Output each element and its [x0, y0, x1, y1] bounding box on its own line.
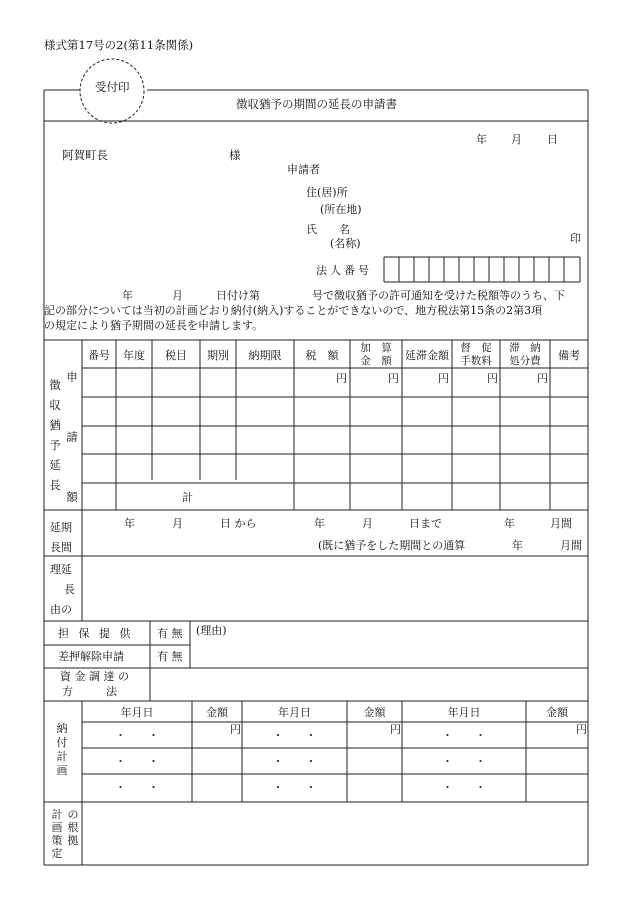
seal-mark: 印 — [570, 232, 581, 245]
body-line3: の規定により猶予期間の延長を申請します。 — [44, 319, 264, 332]
payment-amount-header-2: 金額 — [363, 706, 386, 719]
header-additional-amount: 加 算 金 額 — [360, 342, 392, 367]
body-line2: 記の部分については当初の計画どおり納付(納入)することができないので、地方税法第15条の2第3項 — [44, 304, 543, 317]
payment-yen-2: 円 — [390, 723, 401, 736]
name-label: 氏 名 — [306, 223, 350, 236]
payment-date-1-2: ・ ・ — [272, 729, 317, 742]
period-months: 月間 — [550, 517, 572, 530]
body-day: 日付け第 — [216, 289, 260, 302]
payment-date-1-1: ・ ・ — [115, 729, 159, 742]
period-years: 年 — [504, 517, 515, 530]
deferral-extension-amount-label: 徴 収 猶 予 延 長 — [49, 378, 61, 492]
application-label: 申 請 額 — [66, 370, 78, 504]
collateral-label: 担 保 提 供 — [58, 627, 134, 640]
seizure-release-choice[interactable]: 有 無 — [157, 650, 183, 663]
header-due-date: 納期限 — [248, 349, 282, 362]
period-to-year: 年 — [314, 517, 325, 530]
payment-date-2-2: ・ ・ — [272, 755, 317, 768]
payment-date-header-1: 年月日 — [120, 706, 154, 719]
period-to-month: 月 — [362, 517, 373, 530]
header-remarks: 備考 — [558, 349, 580, 362]
total-label: 計 — [182, 491, 193, 504]
payment-plan-label: 納 付 計 画 — [56, 722, 68, 777]
body-month: 月 — [172, 289, 183, 302]
collateral-reason-label: (理由) — [196, 624, 227, 637]
yen-delinquency: 円 — [537, 372, 548, 385]
payment-date-2-3: ・ ・ — [442, 755, 486, 768]
payment-yen-1: 円 — [230, 723, 241, 736]
payment-amount-header-3: 金額 — [546, 706, 568, 719]
header-reminder-fee: 督 促 手数料 — [460, 342, 492, 367]
header-late-fee: 延滞金額 — [405, 349, 449, 362]
payment-date-header-3: 年月日 — [447, 706, 481, 719]
period-from-day: 日 から — [220, 517, 257, 530]
seizure-release-label: 差押解除申請 — [58, 650, 124, 663]
period-from-month: 月 — [172, 517, 183, 530]
header-delinquency-cost: 滞 納 処分費 — [509, 342, 541, 367]
plan-basis-label-a: 計 画 策 定 — [51, 808, 63, 860]
payment-date-3-3: ・ ・ — [442, 781, 486, 794]
header-fiscal-year: 年度 — [123, 349, 145, 362]
payment-date-1-3: ・ ・ — [442, 729, 486, 742]
yen-additional: 円 — [388, 372, 399, 385]
header-number: 番号 — [88, 349, 110, 362]
period-to-day: 日まで — [409, 517, 442, 530]
payment-yen-3: 円 — [576, 723, 587, 736]
period-from-year: 年 — [124, 517, 135, 530]
extension-period-label: 延期 長間 — [50, 521, 72, 554]
yen-late: 円 — [438, 372, 449, 385]
page-title: 徴収猶予の期間の延長の申請書 — [236, 97, 397, 111]
address-label: 住(居)所 — [306, 186, 348, 199]
date-day: 日 — [547, 133, 558, 146]
form-number: 様式第17号の2(第11条関係) — [44, 38, 194, 52]
period-note-months: 月間 — [560, 539, 582, 552]
extension-reason-label: 理延 長 由の — [50, 563, 75, 616]
honorific: 様 — [229, 148, 241, 162]
corp-number-label: 法人番号 — [316, 264, 372, 277]
body-year: 年 — [122, 289, 133, 302]
header-tax-item: 税目 — [165, 349, 187, 362]
period-note: (既に猶予をした期間との通算 — [318, 539, 466, 552]
payment-date-header-2: 年月日 — [278, 706, 311, 719]
stamp-label: 受付印 — [95, 80, 130, 94]
name-sub-label: (名称) — [330, 237, 361, 250]
address-sub-label: (所在地) — [320, 203, 362, 216]
payment-date-3-2: ・ ・ — [272, 781, 317, 794]
plan-basis-label-b: の 根 拠 — [67, 808, 79, 847]
yen-tax: 円 — [336, 372, 347, 385]
header-period: 期別 — [207, 349, 229, 362]
payment-date-3-1: ・ ・ — [115, 781, 159, 794]
date-month: 月 — [511, 133, 522, 146]
date-year: 年 — [476, 133, 487, 146]
applicant-label: 申請者 — [287, 163, 320, 176]
header-tax-amount: 税 額 — [305, 349, 339, 362]
period-note-year: 年 — [512, 539, 523, 552]
yen-reminder: 円 — [487, 372, 498, 385]
body-line1-rest: 号で徴収猶予の許可通知を受けた税額等のうち、下 — [312, 289, 565, 302]
funding-label-a: 資 金 調 達 の — [60, 670, 129, 683]
addressee: 阿賀町長 — [62, 148, 108, 162]
payment-amount-header-1: 金額 — [206, 706, 228, 719]
collateral-choice[interactable]: 有 無 — [157, 627, 183, 640]
funding-label-b: 方 法 — [62, 685, 117, 698]
payment-date-2-1: ・ ・ — [115, 755, 159, 768]
